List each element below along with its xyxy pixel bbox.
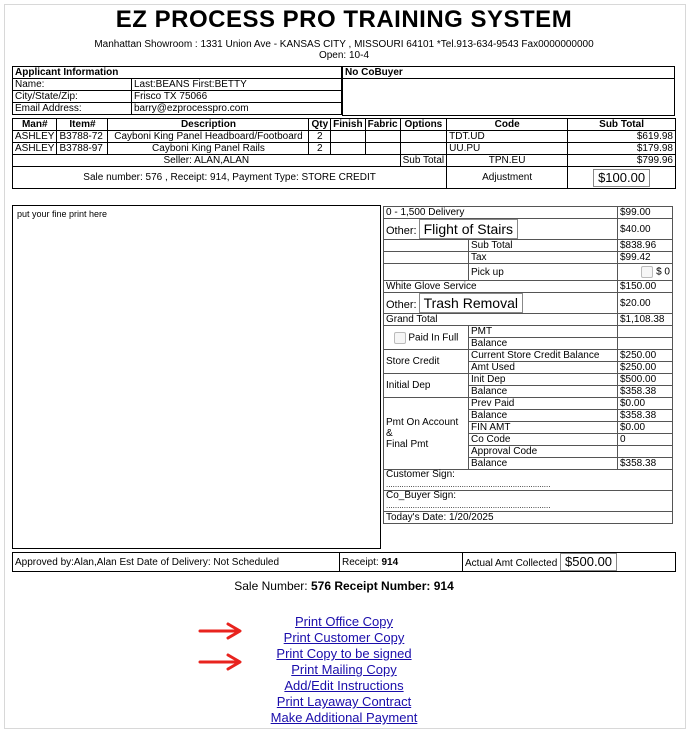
fine-print-box: [12, 205, 381, 549]
col-code: Code: [447, 119, 568, 131]
row-code: TDT.UD: [447, 131, 568, 143]
col-item: Item#: [57, 119, 108, 131]
row-item: B3788-72: [57, 131, 108, 143]
add-edit-instructions-link[interactable]: Add/Edit Instructions: [284, 678, 404, 693]
init-balance-value: $358.38: [618, 386, 673, 398]
blank-cell: [384, 240, 469, 252]
address-line: Manhattan Showroom : 1331 Union Ave - KANSAS CITY , MISSOURI 64101 *Tel.913-634-9543 Fax0000000000: [94, 39, 594, 50]
row-subtotal: $619.98: [568, 131, 676, 143]
row-fabric: [365, 131, 400, 143]
pmt-on-account-cell: [384, 398, 469, 470]
approval-code-label: Approval Code: [469, 446, 618, 458]
applicant-table: [12, 66, 342, 115]
customer-sign-cell: [384, 470, 673, 491]
fin-amt-label: FIN AMT: [469, 422, 618, 434]
paid-in-full-label: Paid In Full: [408, 332, 459, 344]
customer-sign-label: Customer Sign:: [386, 469, 455, 480]
col-man: Man#: [13, 119, 57, 131]
row-finish: [331, 131, 365, 143]
pickup-checkbox[interactable]: [641, 266, 653, 278]
actual-amt-input[interactable]: $500.00: [560, 553, 617, 571]
print-links: [0, 614, 688, 726]
initial-dep-label: Initial Dep: [384, 374, 469, 398]
store-address: [0, 39, 688, 61]
summary-receipt-label: Receipt Number:: [334, 579, 431, 593]
final-balance-label: Balance: [469, 458, 618, 470]
row-qty: 2: [309, 143, 331, 155]
approval-code-value: [618, 446, 673, 458]
row-options: [400, 131, 447, 143]
blank-cell: [384, 264, 469, 281]
seller: Seller: ALAN,ALAN: [13, 155, 401, 167]
pmt-balance-value: [618, 338, 673, 350]
init-dep-label: Init Dep: [469, 374, 618, 386]
prev-paid-value: $0.00: [618, 398, 673, 410]
csc-balance-value: $250.00: [618, 350, 673, 362]
sale-info: Sale number: 576 , Receipt: 914, Payment Type: STORE CREDIT: [13, 167, 447, 189]
city-label: City/State/Zip:: [13, 91, 132, 103]
row-qty: 2: [309, 131, 331, 143]
adjustment-input[interactable]: $100.00: [593, 169, 650, 187]
co-code-label: Co Code: [469, 434, 618, 446]
email-value: barry@ezprocesspro.com: [132, 103, 342, 115]
summary-sale-label: Sale Number:: [234, 579, 308, 593]
other2-input[interactable]: Trash Removal: [419, 293, 523, 313]
table-row: [13, 131, 676, 143]
other-label: Other:: [386, 225, 417, 237]
pmt-label: PMT: [469, 326, 618, 338]
csc-balance-label: Current Store Credit Balance: [469, 350, 618, 362]
items-table: [12, 118, 676, 189]
col-description: Description: [108, 119, 309, 131]
applicant-heading: Applicant Information: [13, 67, 342, 79]
open-hours: Open: 10-4: [318, 50, 370, 61]
summary-sale-value: 576: [310, 579, 331, 593]
summary-receipt-value: 914: [433, 579, 454, 593]
pmt-value: [618, 326, 673, 338]
pmt-balance-label: Balance: [469, 338, 618, 350]
tax-value: $99.42: [618, 252, 673, 264]
charges-subtotal-label: Sub Total: [469, 240, 618, 252]
name-value: Last:BEANS First:BETTY: [132, 79, 342, 91]
final-pmt-label: Final Pmt: [386, 439, 429, 450]
row-fabric: [365, 143, 400, 155]
blank-cell: [384, 252, 469, 264]
init-dep-value: $500.00: [618, 374, 673, 386]
pmt-on-account-label: Pmt On Account: [386, 417, 459, 428]
tax-label: Tax: [469, 252, 618, 264]
fin-amt-value: $0.00: [618, 422, 673, 434]
row-item: B3788-97: [57, 143, 108, 155]
adjustment-label: Adjustment: [447, 167, 568, 189]
col-fabric: Fabric: [365, 119, 400, 131]
cobuyer-sign-label: Co_Buyer Sign:: [386, 490, 457, 501]
row-man: ASHLEY: [13, 143, 57, 155]
city-value: Frisco TX 75066: [132, 91, 342, 103]
col-qty: Qty: [309, 119, 331, 131]
white-glove-label: White Glove Service: [384, 281, 618, 293]
store-credit-label: Store Credit: [384, 350, 469, 374]
cobuyer-sign-line[interactable]: ..........................................................................: [386, 501, 551, 510]
final-balance-value: $358.38: [618, 458, 673, 470]
subtotal-code: TPN.EU: [447, 155, 568, 167]
poa-balance-value: $358.38: [618, 410, 673, 422]
cobuyer-table: [342, 66, 675, 116]
print-copy-to-be-signed-link[interactable]: Print Copy to be signed: [276, 646, 412, 661]
row-man: ASHLEY: [13, 131, 57, 143]
page-title: EZ PROCESS PRO TRAINING SYSTEM: [115, 6, 573, 33]
row-subtotal: $179.98: [568, 143, 676, 155]
col-finish: Finish: [331, 119, 365, 131]
footer-table: [12, 552, 676, 572]
make-additional-payment-link[interactable]: Make Additional Payment: [270, 710, 418, 725]
sale-summary: [0, 579, 688, 593]
amp-label: &: [386, 428, 393, 439]
print-layaway-contract-link[interactable]: Print Layaway Contract: [276, 694, 412, 709]
other1-value: $40.00: [618, 219, 673, 240]
other2-label: Other:: [386, 299, 417, 311]
grand-total-value: $1,108.38: [618, 314, 673, 326]
table-row: [13, 143, 676, 155]
print-office-copy-link[interactable]: Print Office Copy: [294, 614, 394, 629]
receipt-label: Receipt:: [342, 556, 379, 568]
col-subtotal: Sub Total: [568, 119, 676, 131]
prev-paid-label: Prev Paid: [469, 398, 618, 410]
approved-by: Approved by:Alan,Alan Est Date of Delivery: Not Scheduled: [13, 553, 340, 572]
delivery-label: 0 - 1,500 Delivery: [384, 207, 618, 219]
pickup-label: Pick up: [469, 264, 618, 281]
red-arrow-icon: [198, 653, 244, 671]
poa-balance-label: Balance: [469, 410, 618, 422]
other1-input[interactable]: Flight of Stairs: [419, 219, 518, 239]
amt-used-value: $250.00: [618, 362, 673, 374]
row-finish: [331, 143, 365, 155]
charges-table: [383, 206, 673, 524]
charges-subtotal-value: $838.96: [618, 240, 673, 252]
grand-total-label: Grand Total: [384, 314, 618, 326]
row-options: [400, 143, 447, 155]
white-glove-value: $150.00: [618, 281, 673, 293]
cobuyer-sign-cell: [384, 491, 673, 512]
actual-amt-label: Actual Amt Collected: [465, 558, 558, 569]
paid-in-full-checkbox[interactable]: [394, 332, 406, 344]
customer-sign-line[interactable]: ..........................................................................: [386, 480, 551, 489]
col-options: Options: [400, 119, 447, 131]
receipt-value: 914: [381, 556, 399, 568]
subtotal-label: Sub Total: [400, 155, 447, 167]
pickup-value: $ 0: [656, 266, 670, 278]
email-label: Email Address:: [13, 103, 132, 115]
row-description: Cayboni King Panel Headboard/Footboard: [108, 131, 309, 143]
name-label: Name:: [13, 79, 132, 91]
row-description: Cayboni King Panel Rails: [108, 143, 309, 155]
subtotal-value: $799.96: [568, 155, 676, 167]
delivery-value: $99.00: [618, 207, 673, 219]
init-balance-label: Balance: [469, 386, 618, 398]
cobuyer-empty: [343, 79, 675, 116]
co-code-value: 0: [618, 434, 673, 446]
todays-date: Today's Date: 1/20/2025: [384, 512, 673, 524]
other2-value: $20.00: [618, 293, 673, 314]
red-arrow-icon: [198, 622, 244, 640]
print-customer-copy-link[interactable]: Print Customer Copy: [283, 630, 405, 645]
cobuyer-heading: No CoBuyer: [343, 67, 675, 79]
fine-print-text: put your fine print here: [17, 209, 108, 219]
print-mailing-copy-link[interactable]: Print Mailing Copy: [291, 662, 397, 677]
amt-used-label: Amt Used: [469, 362, 618, 374]
row-code: UU.PU: [447, 143, 568, 155]
